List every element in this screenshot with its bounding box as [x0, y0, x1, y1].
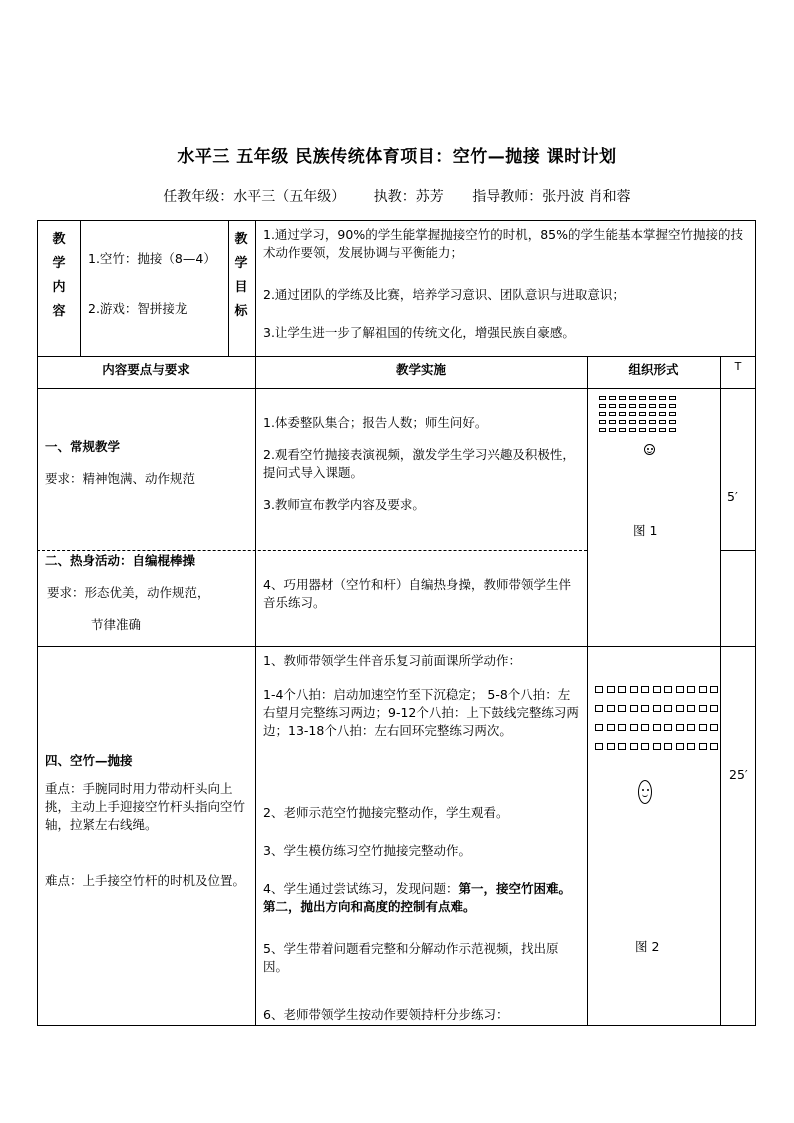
subtitle: [0, 186, 794, 206]
goal-2: 2.通过团队的学练及比赛，培养学习意识、团队意识与进取意识；: [263, 287, 625, 302]
section4-step1: 1、教师带领学生伴音乐复习前面课所学动作：: [263, 653, 521, 668]
figure-2-caption: 图 2: [635, 939, 660, 954]
student-marker: [629, 428, 636, 432]
section2-step: 4、巧用器材（空竹和杆）自编热身操，教师带领学生伴音乐练习。: [263, 577, 571, 610]
student-marker: [618, 743, 626, 750]
student-marker: [699, 705, 707, 712]
student-marker: [669, 428, 676, 432]
section4-step5: 5、学生带着问题看完整和分解动作示范视频，找出原因。: [263, 941, 559, 974]
section1-title: 一、常规教学: [45, 439, 121, 454]
section4-step6: 6、老师带领学生按动作要领持杆分步练习：: [263, 1007, 509, 1022]
advisor-label: 指导教师：张丹波 肖和蓉: [472, 189, 631, 205]
student-marker: [599, 396, 606, 400]
section4-difficulty: 难点：上手接空竹杆的时机及位置。: [45, 873, 246, 888]
section4-title: 四、空竹—抛接: [45, 753, 133, 768]
student-marker: [619, 412, 626, 416]
student-marker: [659, 396, 666, 400]
goal-3: 3.让学生进一步了解祖国的传统文化，增强民族自豪感。: [263, 325, 575, 340]
student-marker: [659, 404, 666, 408]
student-marker: [619, 420, 626, 424]
page-title: 水平三 五年级 民族传统体育项目：空竹—抛接 课时计划: [177, 147, 617, 167]
section1-step1: 1.体委整队集合；报告人数；师生问好。: [263, 415, 488, 430]
student-marker: [629, 396, 636, 400]
student-marker: [649, 420, 656, 424]
student-marker: [629, 404, 636, 408]
student-marker: [653, 686, 661, 693]
student-marker: [619, 404, 626, 408]
teacher-face-icon: [638, 780, 652, 804]
student-marker: [595, 743, 603, 750]
student-marker: [599, 420, 606, 424]
student-marker: [618, 705, 626, 712]
student-marker: [653, 743, 661, 750]
student-marker: [599, 412, 606, 416]
student-marker: [664, 724, 672, 731]
student-marker: [595, 724, 603, 731]
section2-req2: 节律准确: [91, 617, 142, 632]
student-marker: [649, 412, 656, 416]
lesson-plan-table: [37, 220, 756, 1026]
student-marker: [641, 743, 649, 750]
student-marker: [649, 404, 656, 408]
student-marker: [630, 705, 638, 712]
student-marker: [639, 428, 646, 432]
student-marker: [649, 428, 656, 432]
student-marker: [710, 705, 718, 712]
student-marker: [669, 404, 676, 408]
section2-title: 二、热身活动：自编棍棒操: [45, 553, 196, 568]
section2-req1: 要求：形态优美，动作规范，: [47, 585, 210, 600]
teacher-label: 执教：苏芳: [373, 189, 444, 205]
student-marker: [639, 420, 646, 424]
student-marker: [641, 724, 649, 731]
student-marker: [639, 412, 646, 416]
student-marker: [653, 724, 661, 731]
student-marker: [619, 396, 626, 400]
grade-label: 任教年级：水平三（五年级）: [163, 189, 346, 205]
student-marker: [618, 686, 626, 693]
student-marker: [609, 420, 616, 424]
section4-step1-detail: 1-4个八拍：启动加速空竹至下沉稳定； 5-8个八拍：左右望月完整练习两边；9-12个八拍：上下鼓线完整练习两边；13-18个八拍：左右回环完整练习两次。: [263, 687, 579, 738]
student-marker: [687, 724, 695, 731]
student-marker: [607, 686, 615, 693]
student-marker: [699, 686, 707, 693]
col-content: 内容要点与要求: [102, 362, 190, 377]
student-marker: [659, 428, 666, 432]
student-marker: [669, 396, 676, 400]
student-marker: [595, 705, 603, 712]
content-item-2: 2.游戏：智拼接龙: [88, 301, 188, 316]
student-marker: [669, 420, 676, 424]
student-marker: [609, 412, 616, 416]
student-marker: [687, 686, 695, 693]
student-marker: [664, 743, 672, 750]
col-organization: 组织形式: [628, 362, 679, 377]
student-marker: [669, 412, 676, 416]
student-marker: [619, 428, 626, 432]
student-marker: [653, 705, 661, 712]
student-marker: [676, 724, 684, 731]
section4-step4: 4、学生通过尝试练习，发现问题：第一，接空竹困难。第二，抛出方向和高度的控制有点难。: [263, 881, 571, 914]
col-time: T: [734, 360, 742, 373]
student-marker: [699, 724, 707, 731]
student-marker: [607, 705, 615, 712]
goal-label: 教 学 目 标: [234, 232, 248, 319]
student-marker: [676, 705, 684, 712]
teacher-smiley-icon: [644, 444, 655, 455]
section1-step2: 2.观看空竹抛接表演视频，激发学生学习兴趣及积极性，提问式导入课题。: [263, 447, 575, 480]
section4-time: 25′: [729, 767, 748, 782]
student-marker: [710, 724, 718, 731]
student-marker: [607, 724, 615, 731]
student-marker: [609, 404, 616, 408]
content-label: 教 学 内 容: [52, 232, 66, 319]
section4-step3: 3、学生模仿练习空竹抛接完整动作。: [263, 843, 471, 858]
student-marker: [641, 686, 649, 693]
student-marker: [630, 724, 638, 731]
student-marker: [710, 743, 718, 750]
student-marker: [664, 705, 672, 712]
section4-step2: 2、老师示范空竹抛接完整动作，学生观看。: [263, 805, 509, 820]
student-marker: [639, 396, 646, 400]
student-marker: [607, 743, 615, 750]
student-marker: [687, 705, 695, 712]
student-marker: [664, 686, 672, 693]
goal-1: 1.通过学习，90%的学生能掌握抛接空竹的时机，85%的学生能基本掌握空竹抛接的技术动作要领，发展协调与平衡能力；: [263, 227, 743, 260]
student-marker: [676, 686, 684, 693]
student-marker: [699, 743, 707, 750]
section1-time: 5′: [727, 489, 738, 504]
section1-req: 要求：精神饱满、动作规范: [45, 471, 196, 486]
student-marker: [630, 743, 638, 750]
student-marker: [649, 396, 656, 400]
student-marker: [641, 705, 649, 712]
student-marker: [609, 428, 616, 432]
student-marker: [599, 404, 606, 408]
section4-key: 重点：手腕同时用力带动杆头向上挑，主动上手迎接空竹杆头指向空竹轴，拉紧左右线绳。: [45, 781, 246, 832]
student-marker: [599, 428, 606, 432]
student-marker: [676, 743, 684, 750]
content-item-1: 1.空竹：抛接（8—4）: [88, 251, 216, 266]
student-marker: [659, 420, 666, 424]
student-marker: [609, 396, 616, 400]
student-marker: [618, 724, 626, 731]
col-implementation: 教学实施: [395, 362, 446, 377]
student-marker: [687, 743, 695, 750]
student-marker: [710, 686, 718, 693]
section1-step3: 3.教师宣布教学内容及要求。: [263, 497, 425, 512]
student-marker: [629, 420, 636, 424]
student-marker: [595, 686, 603, 693]
student-marker: [659, 412, 666, 416]
student-marker: [629, 412, 636, 416]
student-marker: [639, 404, 646, 408]
student-marker: [630, 686, 638, 693]
figure-1-caption: 图 1: [633, 523, 658, 538]
